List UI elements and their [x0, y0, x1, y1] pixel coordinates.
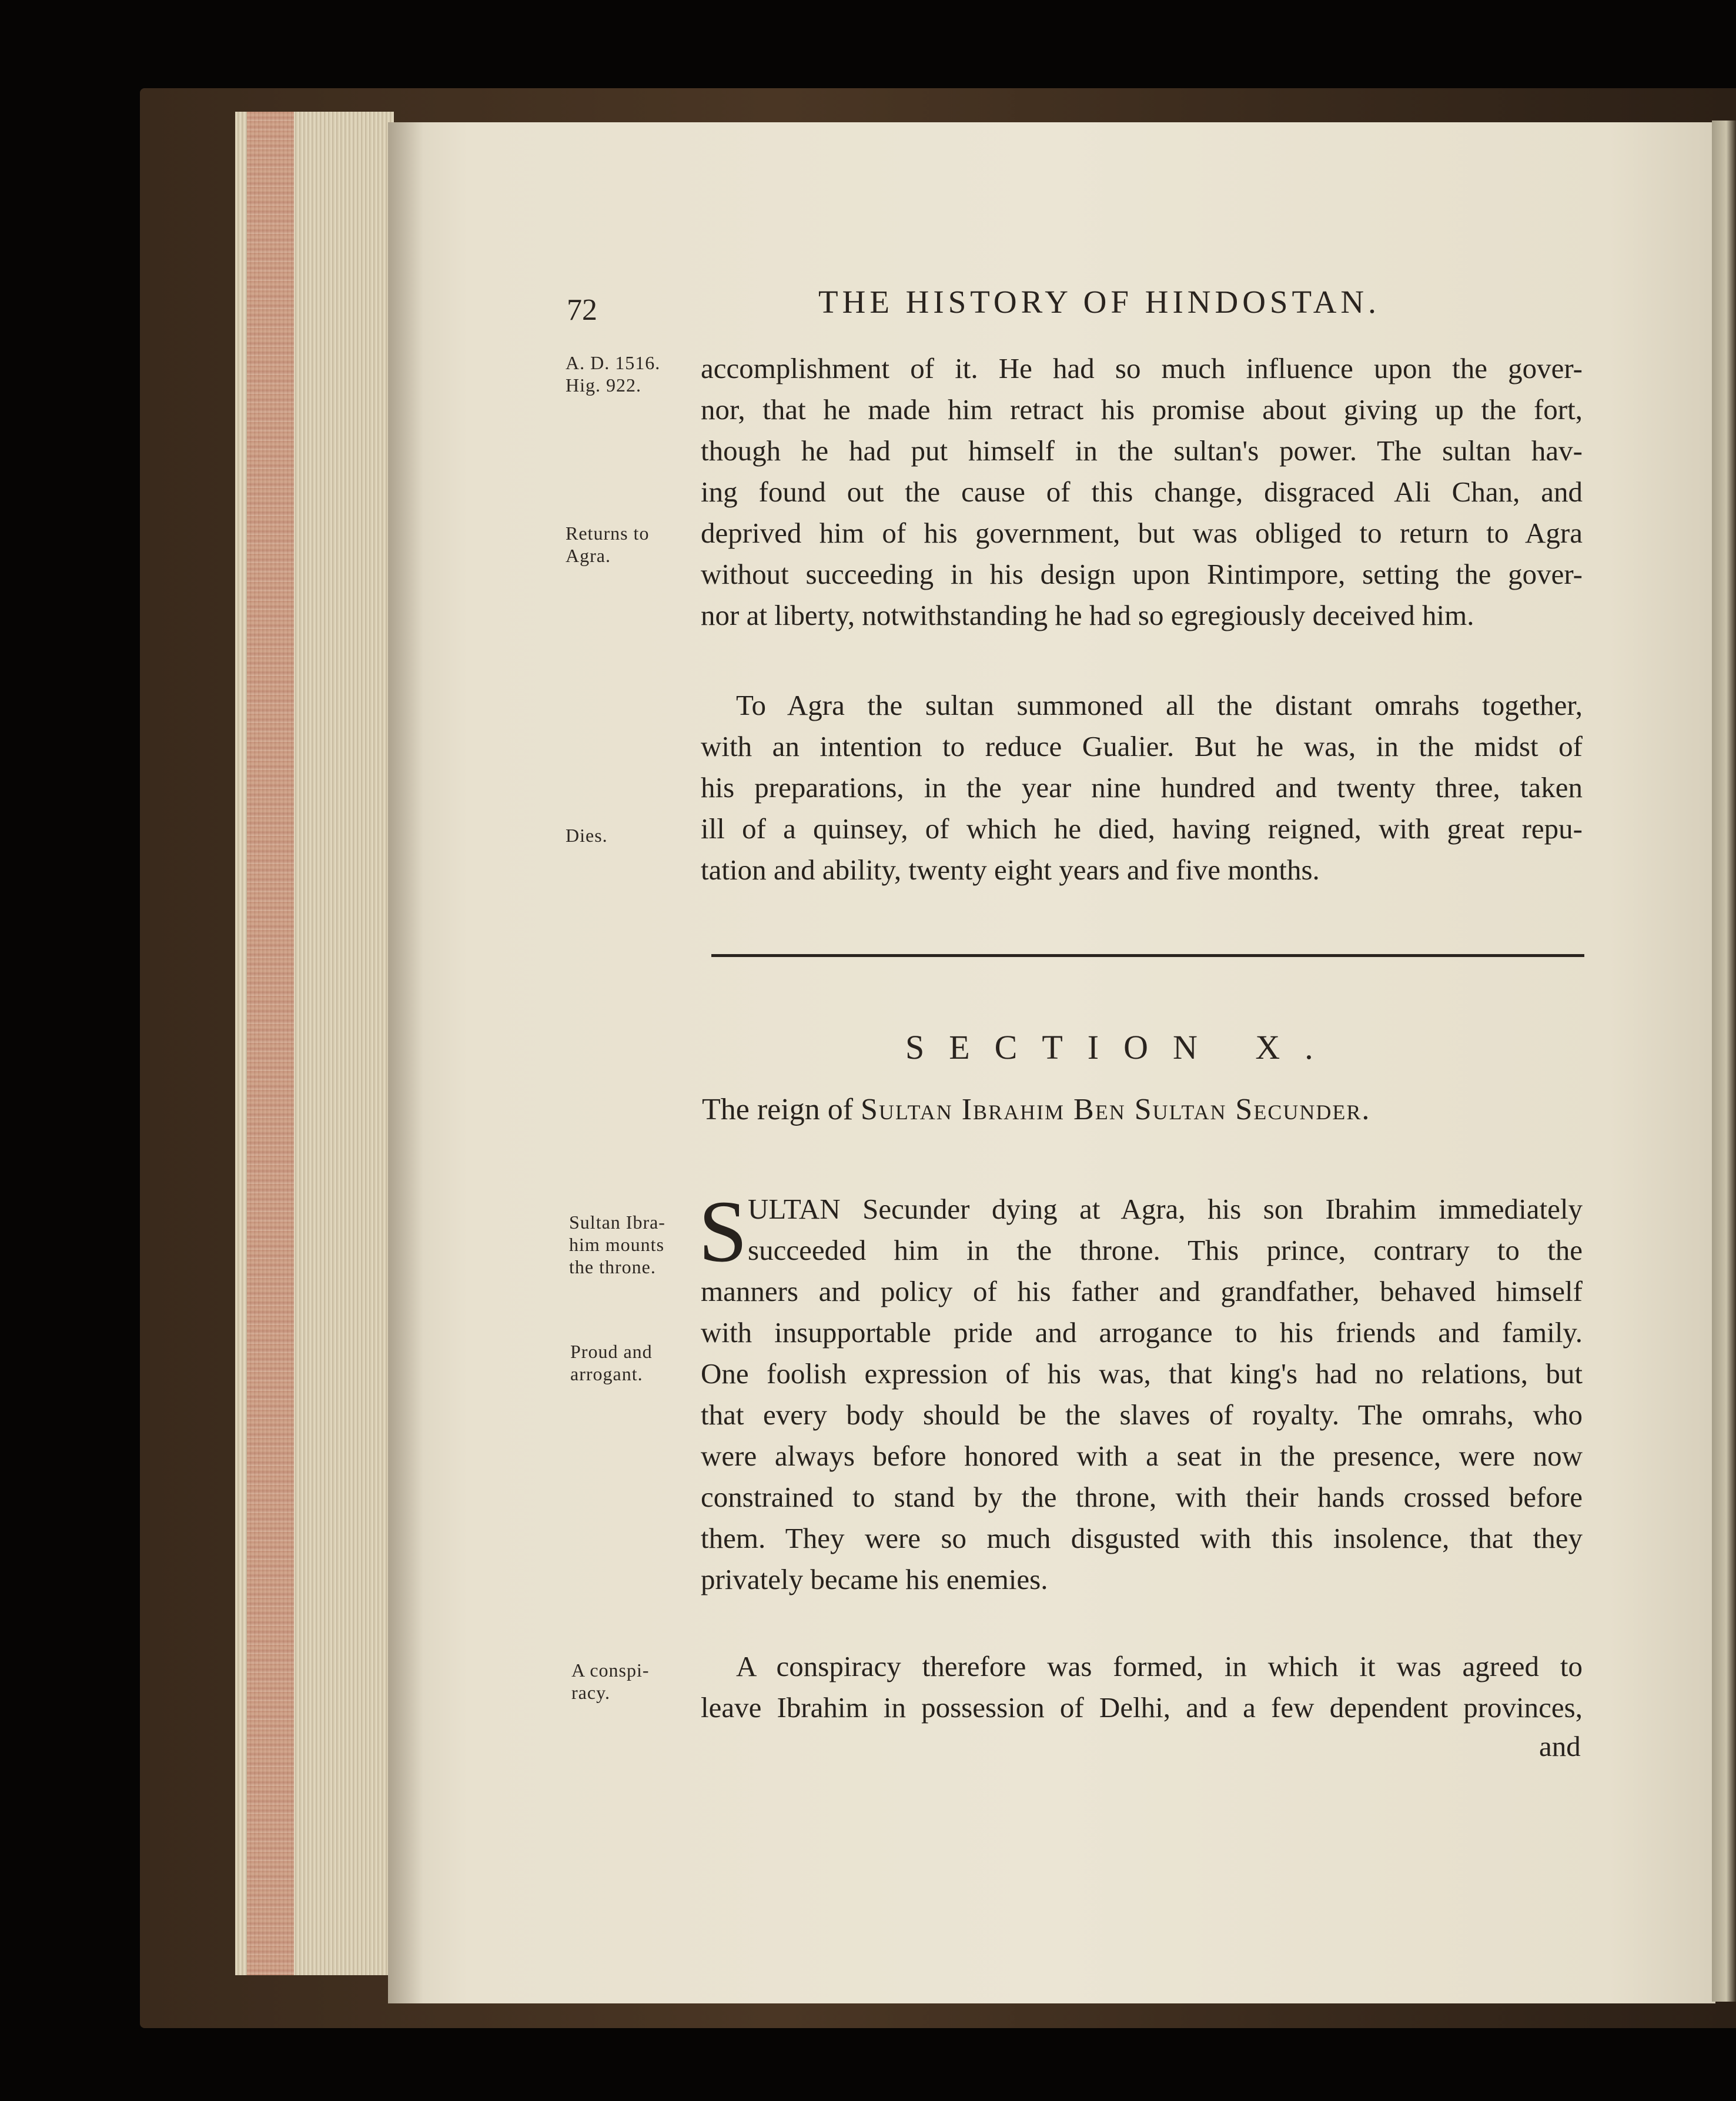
catchword: and [1539, 1730, 1581, 1762]
text-line: without succeeding in his design upon Rintimpore, setting the gover- [701, 558, 1583, 590]
margin-note-date: A. D. 1516. Hig. 922. [566, 352, 661, 396]
reign-heading-name: Sultan Ibrahim Ben Sultan Secunder. [861, 1093, 1371, 1126]
text-line: accomplishment of it. He had so much influence upon the gover- [701, 352, 1583, 384]
text-line: A conspiracy therefore was formed, in which it was agreed to [736, 1650, 1583, 1682]
text-line: were always before honored with a seat in the presence, were now [701, 1440, 1583, 1472]
text-line: leave Ibrahim in possession of Delhi, and a few dependent provinces, [701, 1691, 1583, 1724]
text-line: nor, that he made him retract his promise about giving up the fort, [701, 393, 1583, 426]
text-line: ill of a quinsey, of which he died, having reigned, with great repu- [701, 812, 1583, 845]
margin-note-dies: Dies. [566, 825, 608, 846]
text-line: ULTAN Secunder dying at Agra, his son Ibrahim immediately [748, 1193, 1583, 1225]
margin-note-throne: Sultan Ibra- him mounts the throne. [569, 1212, 665, 1277]
text-line: To Agra the sultan summoned all the distant omrahs together, [736, 689, 1583, 721]
text-line: deprived him of his government, but was obliged to return to Agra [701, 517, 1583, 549]
section-rule [711, 954, 1584, 957]
section-heading: SECTION X. [905, 1028, 1338, 1066]
text-line: that every body should be the slaves of royalty. The omrahs, who [701, 1399, 1583, 1431]
text-line: ing found out the cause of this change, disgraced Ali Chan, and [701, 476, 1583, 508]
running-title: THE HISTORY OF HINDOSTAN. [818, 284, 1380, 320]
gutter-shadow [388, 122, 423, 2003]
margin-note-returns: Returns to Agra. [566, 523, 650, 566]
text-line: privately became his enemies. [701, 1563, 1048, 1595]
margin-note-conspiracy: A conspi- racy. [571, 1660, 650, 1703]
text-line: succeeded him in the throne. This prince, contrary to the [748, 1234, 1583, 1266]
page-number: 72 [567, 293, 597, 327]
facing-page-edge [1712, 121, 1736, 2002]
text-line: nor at liberty, notwithstanding he had so egregiously deceived him. [701, 599, 1474, 631]
reign-heading-prefix: The reign of [702, 1093, 861, 1126]
text-line: his preparations, in the year nine hundred and twenty three, taken [701, 771, 1583, 804]
text-line: though he had put himself in the sultan's power. The sultan hav- [701, 434, 1583, 467]
text-line: manners and policy of his father and grandfather, behaved himself [701, 1275, 1583, 1307]
drop-cap: S [698, 1183, 748, 1280]
text-line: with insupportable pride and arrogance to his friends and family. [701, 1316, 1583, 1349]
text-line: constrained to stand by the throne, with their hands crossed before [701, 1481, 1583, 1513]
text-line: tation and ability, twenty eight years and five months. [701, 854, 1320, 886]
text-line: them. They were so much disgusted with this insolence, that they [701, 1522, 1583, 1554]
speckled-edge [247, 112, 294, 1975]
text-line: with an intention to reduce Gualier. But he was, in the midst of [701, 730, 1583, 762]
text-line: One foolish expression of his was, that king's had no relations, but [701, 1357, 1583, 1390]
reign-heading [702, 1092, 1370, 1127]
margin-note-proud: Proud and arrogant. [570, 1341, 653, 1384]
